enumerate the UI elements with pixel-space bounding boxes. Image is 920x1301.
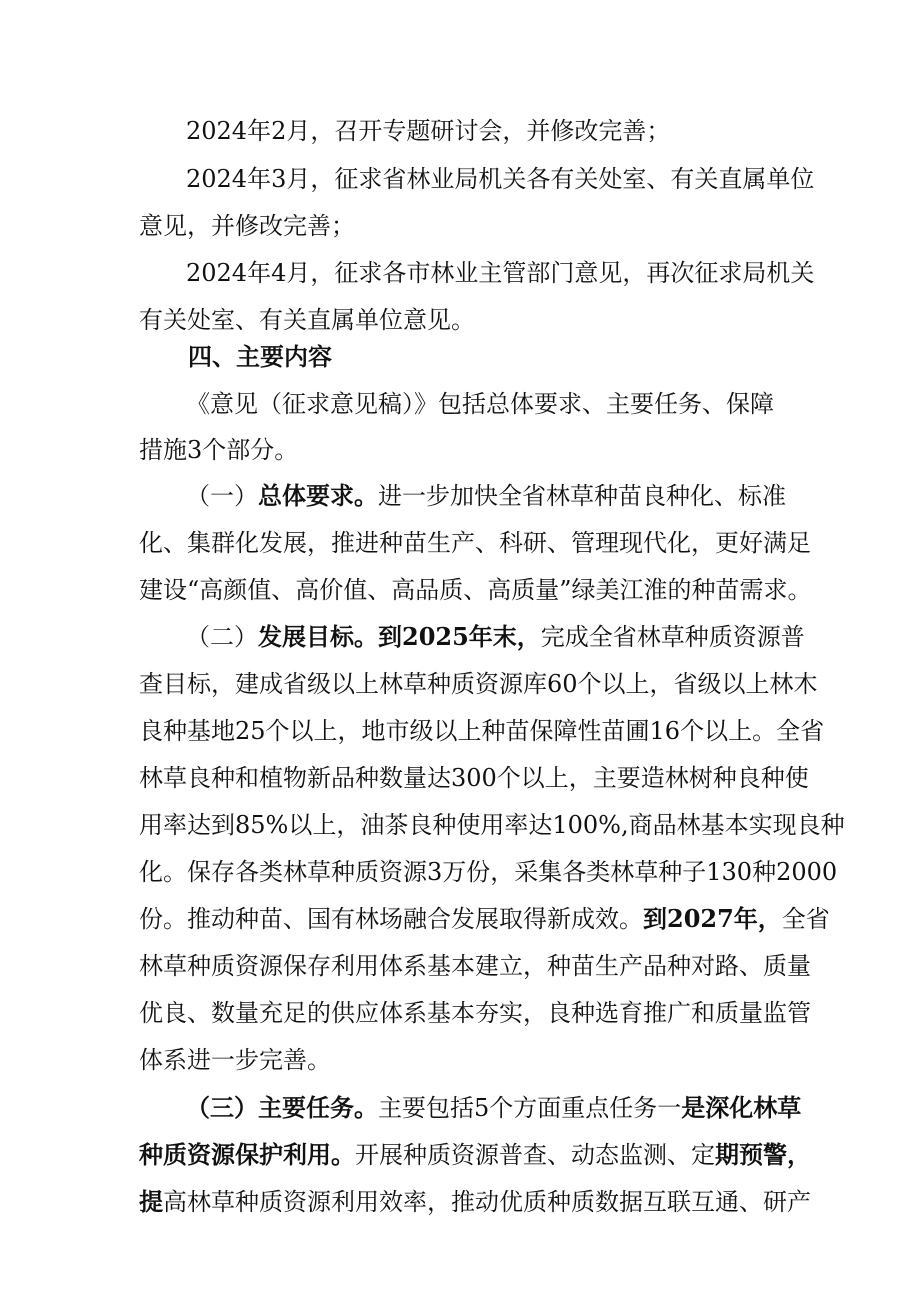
paragraph-text: 进一步加快全省林草种苗良种化、标准 bbox=[378, 482, 786, 510]
paragraph-text: 建设“高颜值、高价值、高品质、高质量”绿美江淮的种苗需求。 bbox=[139, 576, 812, 604]
timeline-item-feb bbox=[0, 108, 920, 154]
part2-line bbox=[0, 755, 920, 801]
intro-paragraph bbox=[0, 381, 920, 427]
timeline-item-mar bbox=[0, 156, 920, 202]
part2-line bbox=[0, 661, 920, 707]
paragraph-text: 主要包括5个方面重点任务一 bbox=[378, 1094, 682, 1122]
paragraph-text: 优良、数量充足的供应体系基本夯实，良种选育推广和质量监管 bbox=[139, 999, 811, 1027]
part3-line bbox=[0, 1179, 920, 1225]
part-title: 发展目标。 bbox=[258, 622, 378, 651]
paragraph-text: 化。保存各类林草种质资源3万份，采集各类林草种子130种2000 bbox=[139, 858, 838, 886]
target-year: 到2025年末， bbox=[378, 622, 541, 651]
paragraph-text: 完成全省林草种质资源普 bbox=[540, 623, 805, 651]
paragraph-text: 林草种质资源保存利用体系基本建立，种苗生产品种对路、质量 bbox=[139, 952, 811, 980]
section-heading bbox=[0, 334, 920, 380]
paragraph-text: 措施3个部分。 bbox=[139, 436, 299, 464]
task-highlight: 种质资源保护利用。 bbox=[139, 1140, 355, 1169]
task-highlight: 提 bbox=[139, 1187, 163, 1216]
timeline-text: 意见，并修改完善； bbox=[139, 212, 355, 240]
part2-line bbox=[0, 708, 920, 754]
part-label: （一） bbox=[186, 482, 258, 510]
timeline-text: 2024年2月，召开专题研讨会，并修改完善； bbox=[186, 117, 671, 145]
part3-line bbox=[0, 1132, 920, 1178]
paragraph-text: 体系进一步完善。 bbox=[139, 1046, 331, 1074]
paragraph-text: 用率达到85%以上，油茶良种使用率达100%,商品林基本实现良种 bbox=[139, 811, 845, 839]
part1-paragraph bbox=[0, 473, 920, 519]
part2-line bbox=[0, 802, 920, 848]
timeline-text: 有关处室、有关直属单位意见。 bbox=[139, 306, 475, 334]
part-title: （三）主要任务。 bbox=[186, 1093, 378, 1122]
intro-paragraph-cont bbox=[0, 427, 920, 473]
part3-paragraph bbox=[0, 1085, 920, 1131]
timeline-item-apr bbox=[0, 250, 920, 296]
part2-line bbox=[0, 990, 920, 1036]
paragraph-text: 份。推动种苗、国有林场融合发展取得新成效。 bbox=[139, 905, 643, 933]
paragraph-text: 良种基地25个以上，地市级以上种苗保障性苗圃16个以上。全省 bbox=[139, 717, 825, 745]
part2-line bbox=[0, 896, 920, 942]
timeline-item-mar-cont bbox=[0, 203, 920, 249]
part2-line bbox=[0, 1037, 920, 1083]
target-year: 到2027年， bbox=[643, 904, 782, 933]
paragraph-text: 《意见（征求意见稿）》包括总体要求、主要任务、保障 bbox=[186, 390, 774, 418]
paragraph-text: 高林草种质资源利用效率，推动优质种质数据互联互通、研产 bbox=[163, 1188, 811, 1216]
part1-line bbox=[0, 520, 920, 566]
paragraph-text: 查目标，建成省级以上林草种质资源库60个以上，省级以上林木 bbox=[139, 670, 818, 698]
paragraph-text: 林草良种和植物新品种数量达300个以上，主要造林树种良种使 bbox=[139, 764, 809, 792]
paragraph-text: 全省 bbox=[781, 905, 830, 933]
part2-line bbox=[0, 943, 920, 989]
part1-line bbox=[0, 567, 920, 613]
paragraph-text: 开展种质资源普查、动态监测、定 bbox=[355, 1141, 715, 1169]
paragraph-text: 化、集群化发展，推进种苗生产、科研、管理现代化，更好满足 bbox=[139, 529, 811, 557]
part-label: （二） bbox=[186, 623, 258, 651]
timeline-text: 2024年4月，征求各市林业主管部门意见，再次征求局机关 bbox=[186, 259, 815, 287]
part-title: 总体要求。 bbox=[258, 481, 378, 510]
timeline-text: 2024年3月，征求省林业局机关各有关处室、有关直属单位 bbox=[186, 165, 815, 193]
section-heading-text: 四、主要内容 bbox=[188, 342, 332, 371]
part2-line bbox=[0, 849, 920, 895]
task-highlight: 期预警， bbox=[715, 1140, 811, 1169]
part2-paragraph bbox=[0, 614, 920, 660]
task-highlight: 是深化林草 bbox=[681, 1093, 802, 1122]
